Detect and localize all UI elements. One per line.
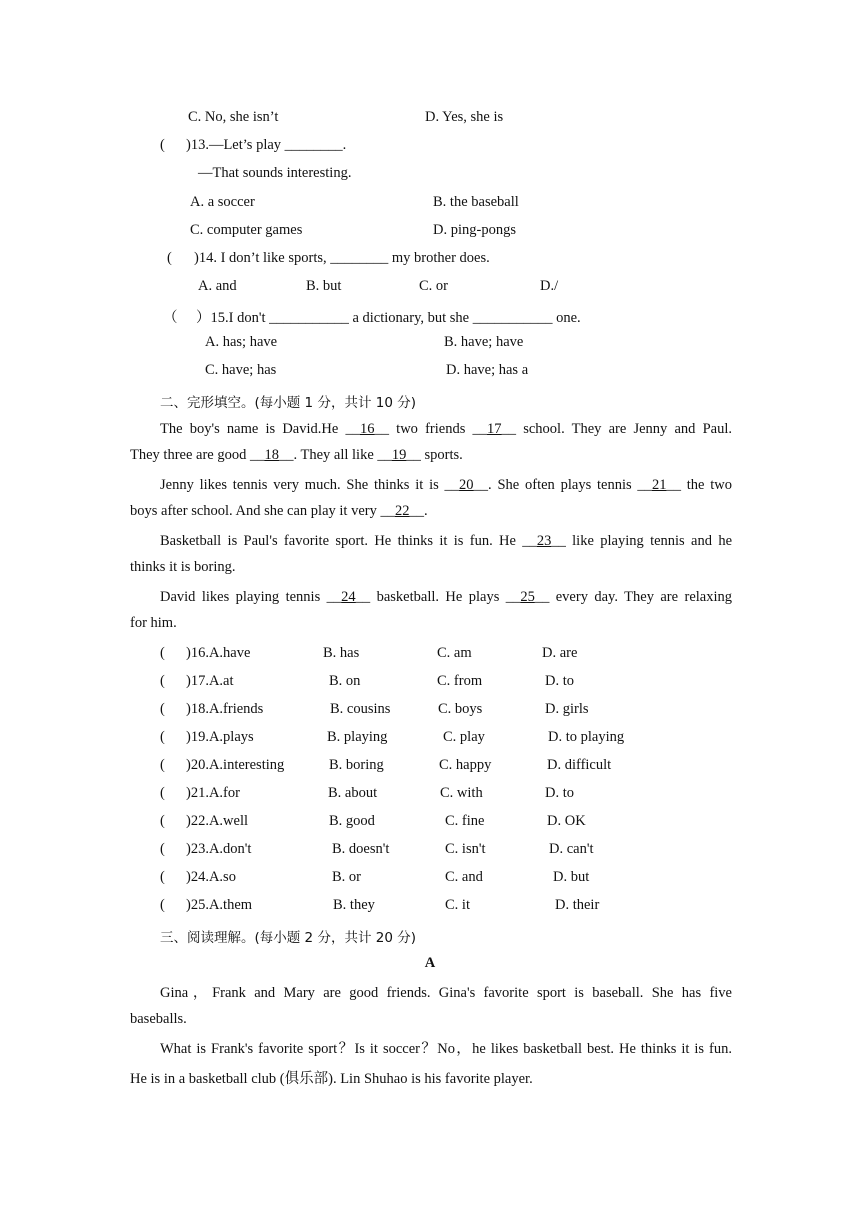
q13-option-d: D. ping-pongs <box>433 222 516 238</box>
q20-option-a: )20.A.interesting <box>186 757 285 773</box>
q24-option-b: B. or <box>332 869 361 885</box>
q19-option-a: )19.A.plays <box>186 729 254 745</box>
q18-answer-paren: ( <box>160 701 165 717</box>
blank-22: 22 <box>394 503 410 519</box>
q15-option-c: C. have; has <box>205 362 277 378</box>
blank-24: 24 <box>341 589 356 605</box>
q13-option-a: A. a soccer <box>190 194 255 210</box>
q22-answer-paren: ( <box>160 813 165 829</box>
q12-option-d: D. Yes, she is <box>425 109 504 125</box>
q20-answer-paren: ( <box>160 757 165 773</box>
cloze-paragraph-1-line-1: The boy's name is David.He __16__ two friends __17__ school. They are Jenny and Paul. <box>160 421 732 437</box>
q13-option-c: C. computer games <box>190 222 303 238</box>
cloze-paragraph-2-line-1: Jenny likes tennis very much. She thinks it is __20__. She often plays tennis __21__ the two <box>160 477 732 493</box>
q20-option-c: C. happy <box>439 757 492 773</box>
blank-18: 18 <box>264 447 279 463</box>
q13-answer-paren: ( <box>160 137 165 153</box>
cloze-paragraph-4-line-1: David likes playing tennis __24__ basketball. He plays __25__ every day. They are relaxing <box>160 589 733 605</box>
q14-option-b: B. but <box>306 278 342 294</box>
reading-paragraph-1-line-2: baseballs. <box>130 1011 187 1027</box>
q19-option-d: D. to playing <box>548 729 625 745</box>
blank-20: 20 <box>459 477 474 493</box>
q21-answer-paren: ( <box>160 785 165 801</box>
q23-option-b: B. doesn't <box>332 841 390 857</box>
cloze-paragraph-3-line-2: thinks it is boring. <box>130 559 236 575</box>
q23-answer-paren: ( <box>160 841 165 857</box>
q16-option-d: D. are <box>542 645 578 661</box>
cloze-paragraph-1-line-2: They three are good __18__. They all like __19__ sports. <box>130 447 463 463</box>
cloze-paragraph-4-line-2: for him. <box>130 615 177 631</box>
q24-option-a: )24.A.so <box>186 869 236 885</box>
cloze-paragraph-2-line-2: boys after school. And she can play it very __22__. <box>130 503 428 519</box>
blank-23: 23 <box>536 533 552 549</box>
q21-option-c: C. with <box>440 785 483 801</box>
passage-a-title: A <box>424 955 436 971</box>
cloze-paragraph-3-line-1: Basketball is Paul's favorite sport. He thinks it is fun. He __23__ like playing tennis and he <box>160 533 732 549</box>
q25-answer-paren: ( <box>160 897 165 913</box>
q15-option-b: B. have; have <box>444 334 524 350</box>
q22-option-c: C. fine <box>445 813 485 829</box>
q25-option-d: D. their <box>555 897 600 913</box>
q23-option-a: )23.A.don't <box>186 841 252 857</box>
q17-option-b: B. on <box>329 673 361 689</box>
q17-option-a: )17.A.at <box>186 673 234 689</box>
blank-19: 19 <box>391 447 407 463</box>
q13-reply: —That sounds interesting. <box>198 165 352 181</box>
q21-option-b: B. about <box>328 785 378 801</box>
q25-option-c: C. it <box>445 897 470 913</box>
reading-paragraph-1-line-1: Gina，Frank and Mary are good friends. Gina's favorite sport is baseball. She has five <box>160 985 732 1001</box>
q18-option-c: C. boys <box>438 701 483 717</box>
q23-option-d: D. can't <box>549 841 594 857</box>
q16-answer-paren: ( <box>160 645 165 661</box>
q22-option-d: D. OK <box>547 813 586 829</box>
q16-option-b: B. has <box>323 645 360 661</box>
q15-answer-paren: （ <box>163 310 178 326</box>
q15-option-d: D. have; has a <box>446 362 529 378</box>
q13-stem: )13.—Let’s play ________. <box>186 137 347 153</box>
section-2-heading: 二、完形填空。(每小题 1 分，共计 10 分) <box>160 395 416 411</box>
q22-option-b: B. good <box>329 813 375 829</box>
blank-17: 17 <box>487 421 502 437</box>
q20-option-d: D. difficult <box>547 757 612 773</box>
q20-option-b: B. boring <box>329 757 384 773</box>
reading-paragraph-2-line-2: He is in a basketball club (俱乐部). Lin Shuhao is his favorite player. <box>130 1071 533 1087</box>
q15-stem: ）15.I don't ___________ a dictionary, but she ___________ one. <box>196 310 581 326</box>
q16-option-a: )16.A.have <box>186 645 251 661</box>
q19-answer-paren: ( <box>160 729 165 745</box>
q18-option-b: B. cousins <box>330 701 391 717</box>
q13-option-b: B. the baseball <box>433 194 519 210</box>
section-3-heading: 三、阅读理解。(每小题 2 分，共计 20 分) <box>160 930 416 946</box>
q14-option-d: D./ <box>540 278 559 294</box>
q16-option-c: C. am <box>437 645 472 661</box>
q15-option-a: A. has; have <box>205 334 278 350</box>
q14-option-a: A. and <box>198 278 237 294</box>
q24-answer-paren: ( <box>160 869 165 885</box>
blank-21: 21 <box>651 477 667 493</box>
blank-25: 25 <box>520 589 535 605</box>
q18-option-d: D. girls <box>545 701 589 717</box>
reading-paragraph-2-line-1: What is Frank's favorite sport？Is it soccer？No，he likes basketball best. He thinks it is fun. <box>160 1041 732 1057</box>
q21-option-a: )21.A.for <box>186 785 240 801</box>
q14-option-c: C. or <box>419 278 448 294</box>
q18-option-a: )18.A.friends <box>186 701 264 717</box>
q22-option-a: )22.A.well <box>186 813 249 829</box>
q24-option-d: D. but <box>553 869 590 885</box>
q19-option-c: C. play <box>443 729 485 745</box>
q25-option-a: )25.A.them <box>186 897 253 913</box>
q17-option-d: D. to <box>545 673 574 689</box>
q14-answer-paren: ( <box>167 250 172 266</box>
q21-option-d: D. to <box>545 785 574 801</box>
q12-option-c: C. No, she isn’t <box>188 109 279 125</box>
q25-option-b: B. they <box>333 897 375 913</box>
blank-16: 16 <box>359 421 375 437</box>
q24-option-c: C. and <box>445 869 483 885</box>
q14-stem: )14. I don’t like sports, ________ my brother does. <box>194 250 490 266</box>
q17-answer-paren: ( <box>160 673 165 689</box>
q17-option-c: C. from <box>437 673 483 689</box>
q23-option-c: C. isn't <box>445 841 486 857</box>
q19-option-b: B. playing <box>327 729 388 745</box>
